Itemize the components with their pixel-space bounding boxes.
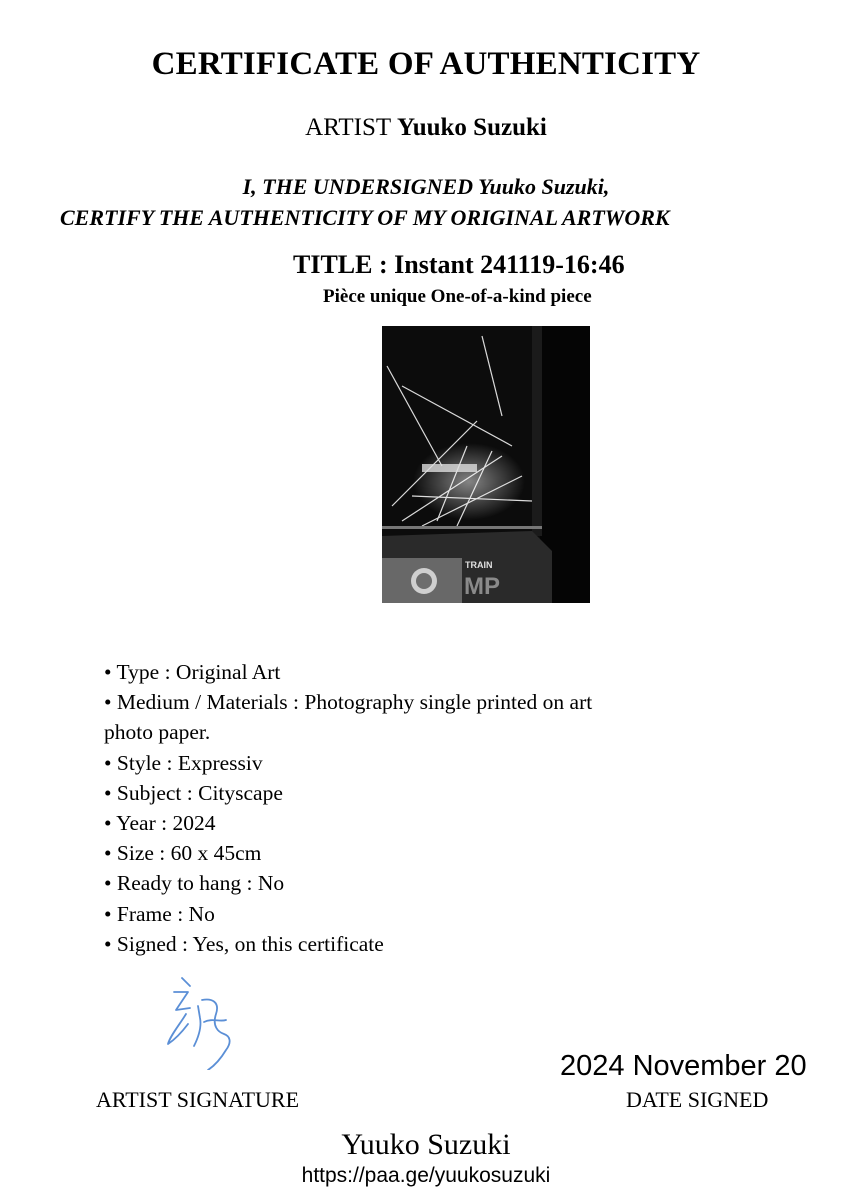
artist-label: ARTIST bbox=[305, 114, 391, 141]
detail-ready-to-hang: • Ready to hang : No bbox=[104, 871, 285, 896]
svg-text:MP: MP bbox=[464, 573, 500, 600]
footer-artist-name: Yuuko Suzuki bbox=[341, 1128, 511, 1161]
artist-name: Yuuko Suzuki bbox=[396, 114, 547, 141]
detail-style: • Style : Expressiv bbox=[104, 750, 263, 775]
statement-line-2: CERTIFY THE AUTHENTICITY OF MY ORIGINAL ARTWORK bbox=[60, 205, 670, 230]
footer-url[interactable]: https://paa.ge/yuukosuzuki bbox=[301, 1164, 551, 1187]
detail-year: • Year : 2024 bbox=[104, 811, 216, 836]
date-signed-value: 2024 November 20 bbox=[560, 1050, 807, 1082]
certificate-title: CERTIFICATE OF AUTHENTICITY bbox=[151, 46, 701, 82]
artist-line bbox=[0, 114, 852, 142]
date-signed-label: DATE SIGNED bbox=[626, 1087, 769, 1112]
detail-subject: • Subject : Cityscape bbox=[104, 780, 283, 805]
artist-signature-label: ARTIST SIGNATURE bbox=[96, 1087, 300, 1112]
detail-frame: • Frame : No bbox=[104, 901, 215, 926]
detail-type: • Type : Original Art bbox=[104, 660, 281, 684]
detail-medium-continued: photo paper. bbox=[104, 720, 211, 745]
edition-note: Pièce unique One-of-a-kind piece bbox=[323, 286, 592, 307]
artwork-details bbox=[104, 657, 724, 959]
handwritten-signature bbox=[160, 970, 250, 1070]
artwork-photo bbox=[382, 326, 590, 603]
detail-size: • Size : 60 x 45cm bbox=[104, 841, 262, 866]
detail-medium: • Medium / Materials : Photography single printed on art bbox=[104, 690, 593, 715]
photo-overlay-text: TRAIN bbox=[465, 560, 493, 570]
detail-signed: • Signed : Yes, on this certificate bbox=[104, 931, 384, 956]
artwork-title: TITLE : Instant 241119-16:46 bbox=[293, 250, 625, 279]
statement-line-1: I, THE UNDERSIGNED Yuuko Suzuki, bbox=[242, 174, 610, 199]
